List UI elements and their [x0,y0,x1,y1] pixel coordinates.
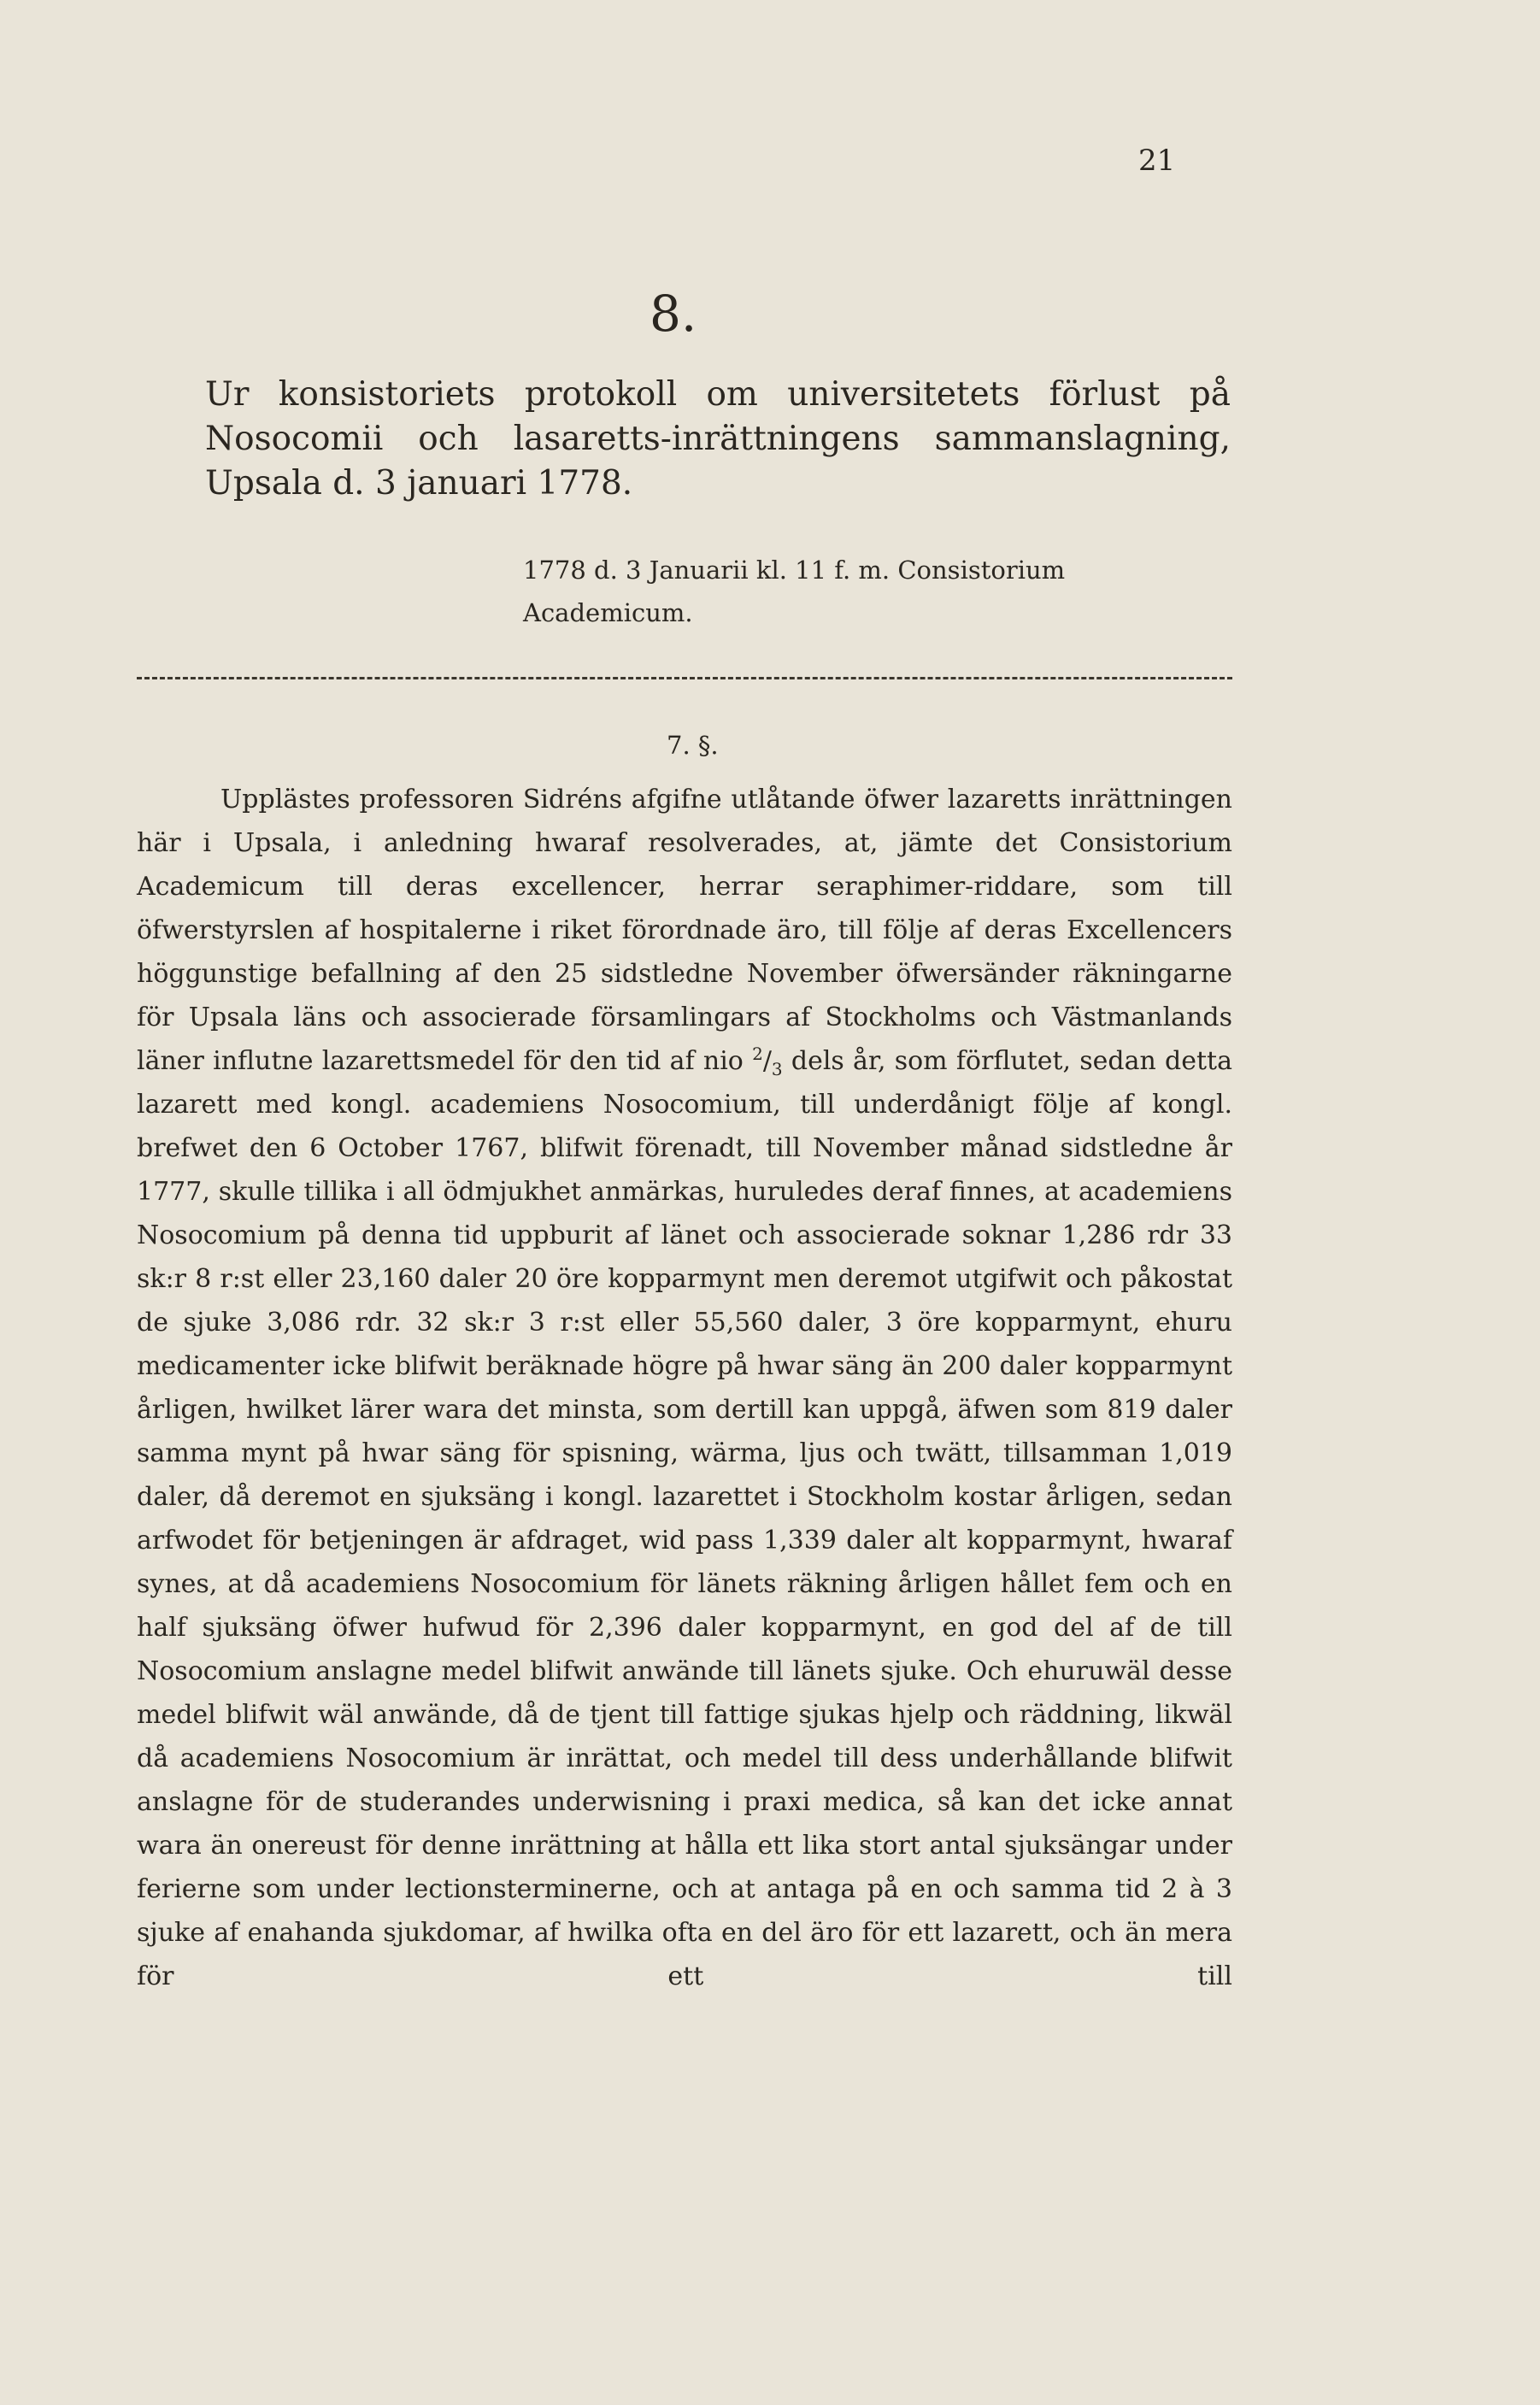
body-paragraph: Upplästes professoren Sidréns afgifne utlåtande öfwer lazaretts inrättningen här i Upsala, i anledning hwaraf resolverades, at, jämte det Consistorium Academicum till deras excellencer, herrar seraphimer-riddare, som till öfwerstyrslen af hospitalerne i riket förordnade äro, till följe af deras Excellencers höggunstige befallning af den 25 sidstledne November öfwersänder räkningarne för Upsala läns och associerade församlingars af Stockholms och Västmanlands läner influtne lazarettsmedel för den tid af nio $^2/_3$ dels år, som förflutet, sedan detta lazarett med kongl. academiens Nosocomium, till underdånigt följe af kongl. brefwet den 6 October 1767, blifwit förenadt, till November månad sidstledne år 1777, skulle tillika i all ödmjukhet anmärkas, huruledes deraf finnes, at academiens Nosocomium på denna tid uppburit af länet och associerade soknar 1,286 rdr 33 sk:r 8 r:st eller 23,160 daler 20 öre kopparmynt men deremot utgifwit och påkostat de sjuke 3,086 rdr. 32 sk:r 3 r:st eller 55,560 daler, 3 öre kopparmynt, ehuru medicamenter icke blifwit beräknade högre på hwar säng än 200 daler kopparmynt årligen, hwilket lärer wara det minsta, som dertill kan uppgå, äfwen som 819 daler samma mynt på hwar säng för spisning, wärma, ljus och twätt, tillsamman 1,019 daler, då deremot en sjuksäng i kongl. lazarettet i Stockholm kostar årligen, sedan arfwodet för betjeningen är afdraget, wid pass 1,339 daler alt kopparmynt, hwaraf synes, at då academiens Nosocomium för länets räkning årligen hållet fem och en half sjuksäng öfwer hufwud för 2,396 daler kopparmynt, en god del af de till Nosocomium anslagne medel blifwit anwände till länets sjuke. Och ehuruwäl desse medel blifwit wäl anwände, då de tjent till fattige sjukas hjelp och räddning, likwäl då academiens Nosocomium är inrättat, och medel till dess underhållande blifwit anslagne för de studerandes underwisning i praxi medica, så kan det icke annat wara än onereust för denne inrättning at hålla ett lika stort antal sjuksängar under ferierne som under lectionsterminerne, och at antaga på en och samma tid 2 à 3 sjuke af enahanda sjukdomar, af hwilka ofta en del äro för ett lazarett, och än mera för ett till [137,785,1232,1991]
body-text-part-2: dels år, som förflutet, sedan detta lazarett med kongl. academiens Nosocomium, till underdånigt följe af kongl. brefwet den 6 October 1767, blifwit förenadt, till November månad sidstledne år 1777, skulle tillika i all ödmjukhet anmärkas, huruledes deraf finnes, at academiens Nosocomium på denna tid uppburit af länet och associerade soknar 1,286 rdr 33 sk:r 8 r:st eller 23,160 daler 20 öre kopparmynt men deremot utgifwit och påkostat de sjuke 3,086 rdr. 32 sk:r 3 r:st eller 55,560 daler, 3 öre kopparmynt, ehuru medicamenter icke blifwit beräknade högre på hwar säng än 200 daler kopparmynt årligen, hwilket lärer wara det minsta, som dertill kan uppgå, äfwen som 819 daler samma mynt på hwar säng för spisning, wärma, ljus och twätt, tillsamman 1,019 daler, då deremot en sjuksäng i kongl. lazarettet i Stockholm kostar årligen, sedan arfwodet för betjeningen är afdraget, wid pass 1,339 daler alt kopparmynt, hwaraf synes, at då academiens Nosocomium för länets räkning årligen hållet fem och en half sjuksäng öfwer hufwud för 2,396 daler kopparmynt, en god del af de till Nosocomium anslagne medel blifwit anwände till länets sjuke. Och ehuruwäl desse medel blifwit wäl anwände, då de tjent till fattige sjukas hjelp och räddning, likwäl då academiens Nosocomium är inrättat, och medel till dess underhållande blifwit anslagne för de studerandes underwisning i praxi medica, så kan det icke annat wara än onereust för denne inrättning at hålla ett lika stort antal sjuksängar under ferierne som under lectionsterminerne, och at antaga på en och samma tid 2 à 3 sjuke af enahanda sjukdomar, af hwilka ofta en del äro för ett lazarett, och än mera för ett till [137,1046,1232,1991]
section-mark: 7. §. [667,731,719,760]
fraction-denominator: 3 [771,1059,783,1079]
body-text-part-1: Upplästes professoren Sidréns afgifne utlåtande öfwer lazaretts inrättningen här i Upsala, i anledning hwaraf resolverades, at, jämte det Consistorium Academicum till deras excellencer, herrar seraphimer-riddare, som till öfwerstyrslen af hospitalerne i riket förordnade äro, till följe af deras Excellencers höggunstige befallning af den 25 sidstledne November öfwersänder räkningarne för Upsala läns och associerade församlingars af Stockholms och Västmanlands läner influtne lazarettsmedel för den tid af nio [137,785,1232,1076]
page-number: 21 [1138,144,1176,178]
dashed-separator [137,677,1232,679]
document-number: 8. [650,285,697,343]
fraction-numerator: 2 [752,1044,763,1064]
document-heading: Ur konsistoriets protokoll om universitetets förlust på Nosocomii och lasaretts-inrättningens sammanslagning, Upsala d. 3 januari 1778. [205,375,1231,503]
protocol-dateline: 1778 d. 3 Januarii kl. 11 f. m. Consistorium Academicum. [523,556,1066,627]
